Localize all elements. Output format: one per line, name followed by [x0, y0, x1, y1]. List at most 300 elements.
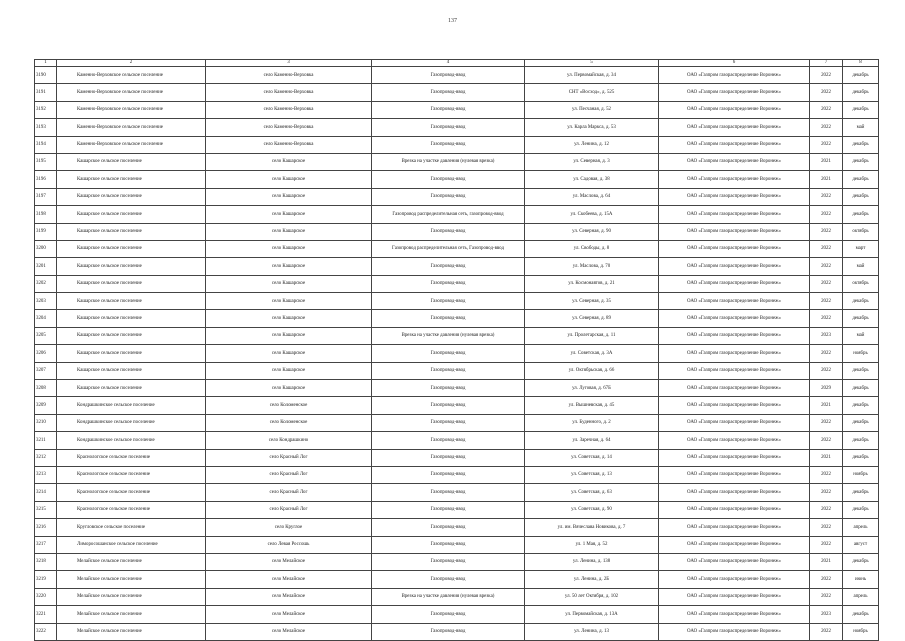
- object-type-cell: Газопровод-ввод: [372, 501, 525, 518]
- owner-organization-cell: ОАО «Газпром газораспределение Воронеж»: [659, 119, 810, 136]
- settlement-name-cell: Кондрашкинское сельское поселение: [57, 397, 206, 414]
- address-cell: ул. Буденного, д. 2: [525, 414, 659, 431]
- owner-organization-cell: ОАО «Газпром газораспределение Воронеж»: [659, 223, 810, 240]
- locality-name-cell: село Кашарское: [206, 327, 372, 344]
- year-cell: 2022: [810, 310, 843, 327]
- settlement-name-cell: Мелайское сельское поселение: [57, 606, 206, 623]
- month-cell: май: [843, 258, 879, 275]
- month-cell: ноябрь: [843, 345, 879, 362]
- table-row: [35, 206, 879, 223]
- year-cell: 2021: [810, 153, 843, 170]
- year-cell: 2021: [810, 397, 843, 414]
- row-number-cell: 3218: [35, 553, 57, 570]
- row-number-cell: 3214: [35, 484, 57, 501]
- column-number: 7: [810, 60, 843, 67]
- object-type-cell: Газопровод-ввод: [372, 101, 525, 118]
- owner-organization-cell: ОАО «Газпром газораспределение Воронеж»: [659, 501, 810, 518]
- month-cell: декабрь: [843, 553, 879, 570]
- object-type-cell: Газопровод-ввод: [372, 223, 525, 240]
- address-cell: ул. Первомайская, д. 13А: [525, 606, 659, 623]
- table-row: [35, 380, 879, 397]
- month-cell: декабрь: [843, 484, 879, 501]
- object-type-cell: Газопровод-ввод: [372, 310, 525, 327]
- locality-name-cell: село Круглое: [206, 519, 372, 536]
- locality-name-cell: село Каменно-Верховка: [206, 101, 372, 118]
- settlement-name-cell: Лиморосошанское сельское поселение: [57, 536, 206, 553]
- owner-organization-cell: ОАО «Газпром газораспределение Воронеж»: [659, 484, 810, 501]
- address-cell: ул. Садовая, д. 38: [525, 171, 659, 188]
- year-cell: 2022: [810, 623, 843, 640]
- month-cell: октябрь: [843, 223, 879, 240]
- address-cell: ул. Ленина, д. 138: [525, 553, 659, 570]
- object-type-cell: Газопровод-ввод: [372, 345, 525, 362]
- table-row: [35, 275, 879, 292]
- year-cell: 2021: [810, 553, 843, 570]
- settlement-name-cell: Кашарское сельское поселение: [57, 310, 206, 327]
- owner-organization-cell: ОАО «Газпром газораспределение Воронеж»: [659, 67, 810, 84]
- owner-organization-cell: ОАО «Газпром газораспределение Воронеж»: [659, 206, 810, 223]
- table-row: [35, 327, 879, 344]
- month-cell: декабрь: [843, 380, 879, 397]
- year-cell: 2022: [810, 432, 843, 449]
- owner-organization-cell: ОАО «Газпром газораспределение Воронеж»: [659, 380, 810, 397]
- owner-organization-cell: ОАО «Газпром газораспределение Воронеж»: [659, 432, 810, 449]
- row-number-cell: 3211: [35, 432, 57, 449]
- locality-name-cell: село Мелайское: [206, 588, 372, 605]
- table-row: [35, 171, 879, 188]
- locality-name-cell: село Кашарское: [206, 380, 372, 397]
- object-type-cell: Газопровод-ввод: [372, 275, 525, 292]
- owner-organization-cell: ОАО «Газпром газораспределение Воронеж»: [659, 84, 810, 101]
- object-type-cell: Газопровод-ввод: [372, 188, 525, 205]
- table-row: [35, 501, 879, 518]
- locality-name-cell: село Коломенское: [206, 414, 372, 431]
- year-cell: 2022: [810, 588, 843, 605]
- table-row: [35, 466, 879, 483]
- locality-name-cell: село Левая Россошь: [206, 536, 372, 553]
- table-row: [35, 536, 879, 553]
- owner-organization-cell: ОАО «Газпром газораспределение Воронеж»: [659, 136, 810, 153]
- month-cell: декабрь: [843, 293, 879, 310]
- year-cell: 2022: [810, 240, 843, 257]
- table-row: [35, 588, 879, 605]
- locality-name-cell: село Кашарское: [206, 153, 372, 170]
- table-row: [35, 345, 879, 362]
- address-cell: ул. 1 Мая, д. 52: [525, 536, 659, 553]
- year-cell: 2022: [810, 67, 843, 84]
- locality-name-cell: село Каменно-Верховка: [206, 119, 372, 136]
- year-cell: 2021: [810, 171, 843, 188]
- month-cell: декабрь: [843, 101, 879, 118]
- address-cell: ул. Вышневская, д. 45: [525, 397, 659, 414]
- object-type-cell: Газопровод-ввод: [372, 84, 525, 101]
- month-cell: март: [843, 240, 879, 257]
- month-cell: май: [843, 327, 879, 344]
- owner-organization-cell: ОАО «Газпром газораспределение Воронеж»: [659, 293, 810, 310]
- owner-organization-cell: ОАО «Газпром газораспределение Воронеж»: [659, 519, 810, 536]
- object-type-cell: Газопровод-ввод: [372, 67, 525, 84]
- table-row: [35, 223, 879, 240]
- month-cell: декабрь: [843, 188, 879, 205]
- row-number-cell: 3212: [35, 449, 57, 466]
- object-type-cell: Газопровод-ввод: [372, 571, 525, 588]
- object-type-cell: Газопровод-ввод: [372, 623, 525, 640]
- year-cell: 2023: [810, 327, 843, 344]
- row-number-cell: 3221: [35, 606, 57, 623]
- table-row: [35, 84, 879, 101]
- owner-organization-cell: ОАО «Газпром газораспределение Воронеж»: [659, 258, 810, 275]
- locality-name-cell: село Кашарское: [206, 171, 372, 188]
- month-cell: декабрь: [843, 362, 879, 379]
- table-row: [35, 310, 879, 327]
- month-cell: апрель: [843, 588, 879, 605]
- locality-name-cell: село Кашарское: [206, 362, 372, 379]
- owner-organization-cell: ОАО «Газпром газораспределение Воронеж»: [659, 327, 810, 344]
- locality-name-cell: село Кашарское: [206, 258, 372, 275]
- column-number: 2: [57, 60, 206, 67]
- table-row: [35, 136, 879, 153]
- row-number-cell: 3205: [35, 327, 57, 344]
- settlement-name-cell: Кашарское сельское поселение: [57, 258, 206, 275]
- address-cell: ул. Ленина, д. 13: [525, 623, 659, 640]
- year-cell: 2022: [810, 484, 843, 501]
- owner-organization-cell: ОАО «Газпром газораспределение Воронеж»: [659, 171, 810, 188]
- owner-organization-cell: ОАО «Газпром газораспределение Воронеж»: [659, 466, 810, 483]
- row-number-cell: 3219: [35, 571, 57, 588]
- document-table-container: [34, 59, 878, 634]
- year-cell: 2022: [810, 536, 843, 553]
- row-number-cell: 3208: [35, 380, 57, 397]
- year-cell: 2022: [810, 84, 843, 101]
- settlement-name-cell: Мелайское сельское поселение: [57, 588, 206, 605]
- object-type-cell: Газопровод-ввод: [372, 362, 525, 379]
- object-type-cell: Газопровод-ввод: [372, 553, 525, 570]
- settlement-name-cell: Краснологское сельское поселение: [57, 484, 206, 501]
- year-cell: 2022: [810, 345, 843, 362]
- year-cell: 2021: [810, 449, 843, 466]
- address-cell: ул. Маслова, д. 70: [525, 258, 659, 275]
- address-cell: ул. им. Вячеслава Новикова, д. 7: [525, 519, 659, 536]
- month-cell: октябрь: [843, 275, 879, 292]
- locality-name-cell: село Кашарское: [206, 275, 372, 292]
- address-cell: ул. Заречная, д. 64: [525, 432, 659, 449]
- owner-organization-cell: ОАО «Газпром газораспределение Воронеж»: [659, 623, 810, 640]
- row-number-cell: 3195: [35, 153, 57, 170]
- year-cell: 2022: [810, 293, 843, 310]
- address-cell: ул. Скобеева, д. 15А: [525, 206, 659, 223]
- settlement-name-cell: Краснологское сельское поселение: [57, 466, 206, 483]
- object-type-cell: Газопровод распределительная сеть, Газопровод-ввод: [372, 240, 525, 257]
- locality-name-cell: село Красный Лог: [206, 484, 372, 501]
- row-number-cell: 3193: [35, 119, 57, 136]
- month-cell: июнь: [843, 571, 879, 588]
- table-row: [35, 606, 879, 623]
- year-cell: 2022: [810, 466, 843, 483]
- address-cell: ул. Северная, д. 35: [525, 293, 659, 310]
- row-number-cell: 3198: [35, 206, 57, 223]
- row-number-cell: 3197: [35, 188, 57, 205]
- row-number-cell: 3199: [35, 223, 57, 240]
- settlement-name-cell: Каменно-Верховское сельское поселение: [57, 136, 206, 153]
- locality-name-cell: село Каменно-Верховка: [206, 136, 372, 153]
- row-number-cell: 3217: [35, 536, 57, 553]
- row-number-cell: 3204: [35, 310, 57, 327]
- row-number-cell: 3209: [35, 397, 57, 414]
- locality-name-cell: село Каменно-Верховка: [206, 84, 372, 101]
- locality-name-cell: село Мелайское: [206, 571, 372, 588]
- row-number-cell: 3201: [35, 258, 57, 275]
- address-cell: ул. Пролетарская, д. 11: [525, 327, 659, 344]
- month-cell: декабрь: [843, 310, 879, 327]
- settlement-name-cell: Каменно-Верховское сельское поселение: [57, 101, 206, 118]
- table-row: [35, 484, 879, 501]
- locality-name-cell: село Мелайское: [206, 623, 372, 640]
- year-cell: 2022: [810, 101, 843, 118]
- owner-organization-cell: ОАО «Газпром газораспределение Воронеж»: [659, 153, 810, 170]
- table-row: [35, 188, 879, 205]
- year-cell: 2022: [810, 414, 843, 431]
- owner-organization-cell: ОАО «Газпром газораспределение Воронеж»: [659, 536, 810, 553]
- settlement-name-cell: Кашарское сельское поселение: [57, 188, 206, 205]
- object-type-cell: Газопровод-ввод: [372, 466, 525, 483]
- month-cell: декабрь: [843, 67, 879, 84]
- month-cell: декабрь: [843, 206, 879, 223]
- address-cell: ул. 50 лет Октября, д. 102: [525, 588, 659, 605]
- object-type-cell: Газопровод-ввод: [372, 119, 525, 136]
- settlement-name-cell: Кашарское сельское поселение: [57, 327, 206, 344]
- address-cell: ул. Октябрьская, д. 66: [525, 362, 659, 379]
- object-type-cell: Газопровод-ввод: [372, 606, 525, 623]
- row-number-cell: 3222: [35, 623, 57, 640]
- table-row: [35, 153, 879, 170]
- table-row: [35, 119, 879, 136]
- row-number-cell: 3192: [35, 101, 57, 118]
- address-cell: ул. Советская, д. 14: [525, 449, 659, 466]
- row-number-cell: 3206: [35, 345, 57, 362]
- locality-name-cell: село Кашарское: [206, 240, 372, 257]
- table-row: [35, 67, 879, 84]
- locality-name-cell: село Коломенское: [206, 397, 372, 414]
- year-cell: 2029: [810, 380, 843, 397]
- column-number: 1: [35, 60, 57, 67]
- address-cell: ул. Советская, д. 3А: [525, 345, 659, 362]
- address-cell: ул. Ленина, д. 2Б: [525, 571, 659, 588]
- settlement-name-cell: Кашарское сельское поселение: [57, 171, 206, 188]
- settlement-name-cell: Мелайское сельское поселение: [57, 571, 206, 588]
- settlement-name-cell: Каменно-Верховское сельское поселение: [57, 67, 206, 84]
- table-row: [35, 240, 879, 257]
- address-cell: СНТ «Восход», д. 525: [525, 84, 659, 101]
- owner-organization-cell: ОАО «Газпром газораспределение Воронеж»: [659, 553, 810, 570]
- address-cell: ул. Ленина, д. 12: [525, 136, 659, 153]
- address-cell: ул. Карла Маркса, д. 53: [525, 119, 659, 136]
- owner-organization-cell: ОАО «Газпром газораспределение Воронеж»: [659, 188, 810, 205]
- settlement-name-cell: Кашарское сельское поселение: [57, 206, 206, 223]
- month-cell: декабрь: [843, 414, 879, 431]
- row-number-cell: 3200: [35, 240, 57, 257]
- locality-name-cell: село Кашарское: [206, 310, 372, 327]
- row-number-cell: 3207: [35, 362, 57, 379]
- address-cell: ул. Советская, д. 63: [525, 484, 659, 501]
- object-type-cell: Врезка на участке давления (нулевая врезка): [372, 327, 525, 344]
- table-row: [35, 101, 879, 118]
- owner-organization-cell: ОАО «Газпром газораспределение Воронеж»: [659, 606, 810, 623]
- object-type-cell: Врезка на участке давления (нулевая врезка): [372, 153, 525, 170]
- row-number-cell: 3194: [35, 136, 57, 153]
- owner-organization-cell: ОАО «Газпром газораспределение Воронеж»: [659, 240, 810, 257]
- row-number-cell: 3191: [35, 84, 57, 101]
- object-type-cell: Газопровод-ввод: [372, 432, 525, 449]
- month-cell: август: [843, 536, 879, 553]
- month-cell: декабрь: [843, 153, 879, 170]
- month-cell: ноябрь: [843, 466, 879, 483]
- table-row: [35, 432, 879, 449]
- settlement-name-cell: Кругловское сельское поселение: [57, 519, 206, 536]
- address-cell: ул. Песчаная, д. 52: [525, 101, 659, 118]
- object-type-cell: Газопровод-ввод: [372, 484, 525, 501]
- object-type-cell: Газопровод-ввод: [372, 380, 525, 397]
- owner-organization-cell: ОАО «Газпром газораспределение Воронеж»: [659, 414, 810, 431]
- table-row: [35, 553, 879, 570]
- month-cell: декабрь: [843, 136, 879, 153]
- column-number: 4: [372, 60, 525, 67]
- locality-name-cell: село Красный Лог: [206, 449, 372, 466]
- locality-name-cell: село Красный Лог: [206, 501, 372, 518]
- settlement-name-cell: Кашарское сельское поселение: [57, 223, 206, 240]
- owner-organization-cell: ОАО «Газпром газораспределение Воронеж»: [659, 588, 810, 605]
- year-cell: 2022: [810, 119, 843, 136]
- settlement-name-cell: Кашарское сельское поселение: [57, 275, 206, 292]
- year-cell: 2023: [810, 606, 843, 623]
- owner-organization-cell: ОАО «Газпром газораспределение Воронеж»: [659, 275, 810, 292]
- document-table: [34, 59, 879, 641]
- year-cell: 2022: [810, 206, 843, 223]
- month-cell: май: [843, 119, 879, 136]
- owner-organization-cell: ОАО «Газпром газораспределение Воронеж»: [659, 397, 810, 414]
- locality-name-cell: село Кашарское: [206, 188, 372, 205]
- row-number-cell: 3203: [35, 293, 57, 310]
- table-row: [35, 623, 879, 640]
- object-type-cell: Газопровод-ввод: [372, 136, 525, 153]
- address-cell: ул. Советская, д. 13: [525, 466, 659, 483]
- settlement-name-cell: Каменно-Верховское сельское поселение: [57, 84, 206, 101]
- locality-name-cell: село Мелайское: [206, 606, 372, 623]
- year-cell: 2022: [810, 258, 843, 275]
- address-cell: ул. Космонавтов, д. 21: [525, 275, 659, 292]
- address-cell: ул. Советская, д. 90: [525, 501, 659, 518]
- table-row: [35, 519, 879, 536]
- object-type-cell: Газопровод-ввод: [372, 258, 525, 275]
- year-cell: 2022: [810, 275, 843, 292]
- month-cell: декабрь: [843, 171, 879, 188]
- object-type-cell: Газопровод-ввод: [372, 171, 525, 188]
- column-number: 8: [843, 60, 879, 67]
- owner-organization-cell: ОАО «Газпром газораспределение Воронеж»: [659, 449, 810, 466]
- object-type-cell: Газопровод-ввод: [372, 536, 525, 553]
- object-type-cell: Газопровод распределительная сеть, газопровод-ввод: [372, 206, 525, 223]
- row-number-cell: 3190: [35, 67, 57, 84]
- row-number-cell: 3213: [35, 466, 57, 483]
- owner-organization-cell: ОАО «Газпром газораспределение Воронеж»: [659, 571, 810, 588]
- settlement-name-cell: Кашарское сельское поселение: [57, 153, 206, 170]
- row-number-cell: 3216: [35, 519, 57, 536]
- settlement-name-cell: Кашарское сельское поселение: [57, 362, 206, 379]
- address-cell: ул. Северная, д. 3: [525, 153, 659, 170]
- month-cell: декабрь: [843, 501, 879, 518]
- locality-name-cell: село Кашарское: [206, 293, 372, 310]
- address-cell: ул. Луговая, д. 67Б: [525, 380, 659, 397]
- locality-name-cell: село Мелайское: [206, 553, 372, 570]
- year-cell: 2022: [810, 571, 843, 588]
- object-type-cell: Газопровод-ввод: [372, 449, 525, 466]
- settlement-name-cell: Кашарское сельское поселение: [57, 345, 206, 362]
- year-cell: 2022: [810, 188, 843, 205]
- table-row: [35, 258, 879, 275]
- table-row: [35, 449, 879, 466]
- owner-organization-cell: ОАО «Газпром газораспределение Воронеж»: [659, 345, 810, 362]
- object-type-cell: Газопровод-ввод: [372, 397, 525, 414]
- year-cell: 2022: [810, 501, 843, 518]
- settlement-name-cell: Каменно-Верховское сельское поселение: [57, 119, 206, 136]
- locality-name-cell: село Красный Лог: [206, 466, 372, 483]
- column-number-row: [35, 60, 879, 67]
- month-cell: декабрь: [843, 606, 879, 623]
- address-cell: ул. Маслова, д. 64: [525, 188, 659, 205]
- settlement-name-cell: Краснологское сельское поселение: [57, 501, 206, 518]
- address-cell: ул. Первомайская, д. 34: [525, 67, 659, 84]
- year-cell: 2022: [810, 136, 843, 153]
- table-row: [35, 293, 879, 310]
- settlement-name-cell: Мелайское сельское поселение: [57, 623, 206, 640]
- year-cell: 2022: [810, 362, 843, 379]
- settlement-name-cell: Кондрашкинское сельское поселение: [57, 432, 206, 449]
- owner-organization-cell: ОАО «Газпром газораспределение Воронеж»: [659, 310, 810, 327]
- object-type-cell: Врезка на участке давления (нулевая врезка): [372, 588, 525, 605]
- address-cell: ул. Свободы, д. 8: [525, 240, 659, 257]
- address-cell: ул. Северная, д. 90: [525, 223, 659, 240]
- settlement-name-cell: Мелайское сельское поселение: [57, 553, 206, 570]
- address-cell: ул. Северная, д. 89: [525, 310, 659, 327]
- column-number: 5: [525, 60, 659, 67]
- locality-name-cell: село Кашарское: [206, 345, 372, 362]
- settlement-name-cell: Кашарское сельское поселение: [57, 240, 206, 257]
- locality-name-cell: село Кашарское: [206, 206, 372, 223]
- year-cell: 2022: [810, 223, 843, 240]
- settlement-name-cell: Кашарское сельское поселение: [57, 380, 206, 397]
- table-row: [35, 414, 879, 431]
- month-cell: декабрь: [843, 84, 879, 101]
- locality-name-cell: село Кондрашкино: [206, 432, 372, 449]
- month-cell: декабрь: [843, 449, 879, 466]
- year-cell: 2022: [810, 519, 843, 536]
- table-body: [35, 60, 879, 641]
- table-row: [35, 397, 879, 414]
- settlement-name-cell: Кашарское сельское поселение: [57, 293, 206, 310]
- settlement-name-cell: Краснологское сельское поселение: [57, 449, 206, 466]
- settlement-name-cell: Кондрашкинское сельское поселение: [57, 414, 206, 431]
- locality-name-cell: село Каменно-Верховка: [206, 67, 372, 84]
- month-cell: ноябрь: [843, 623, 879, 640]
- owner-organization-cell: ОАО «Газпром газораспределение Воронеж»: [659, 101, 810, 118]
- row-number-cell: 3210: [35, 414, 57, 431]
- object-type-cell: Газопровод-ввод: [372, 519, 525, 536]
- locality-name-cell: село Кашарское: [206, 223, 372, 240]
- row-number-cell: 3196: [35, 171, 57, 188]
- row-number-cell: 3220: [35, 588, 57, 605]
- owner-organization-cell: ОАО «Газпром газораспределение Воронеж»: [659, 362, 810, 379]
- table-row: [35, 362, 879, 379]
- object-type-cell: Газопровод-ввод: [372, 293, 525, 310]
